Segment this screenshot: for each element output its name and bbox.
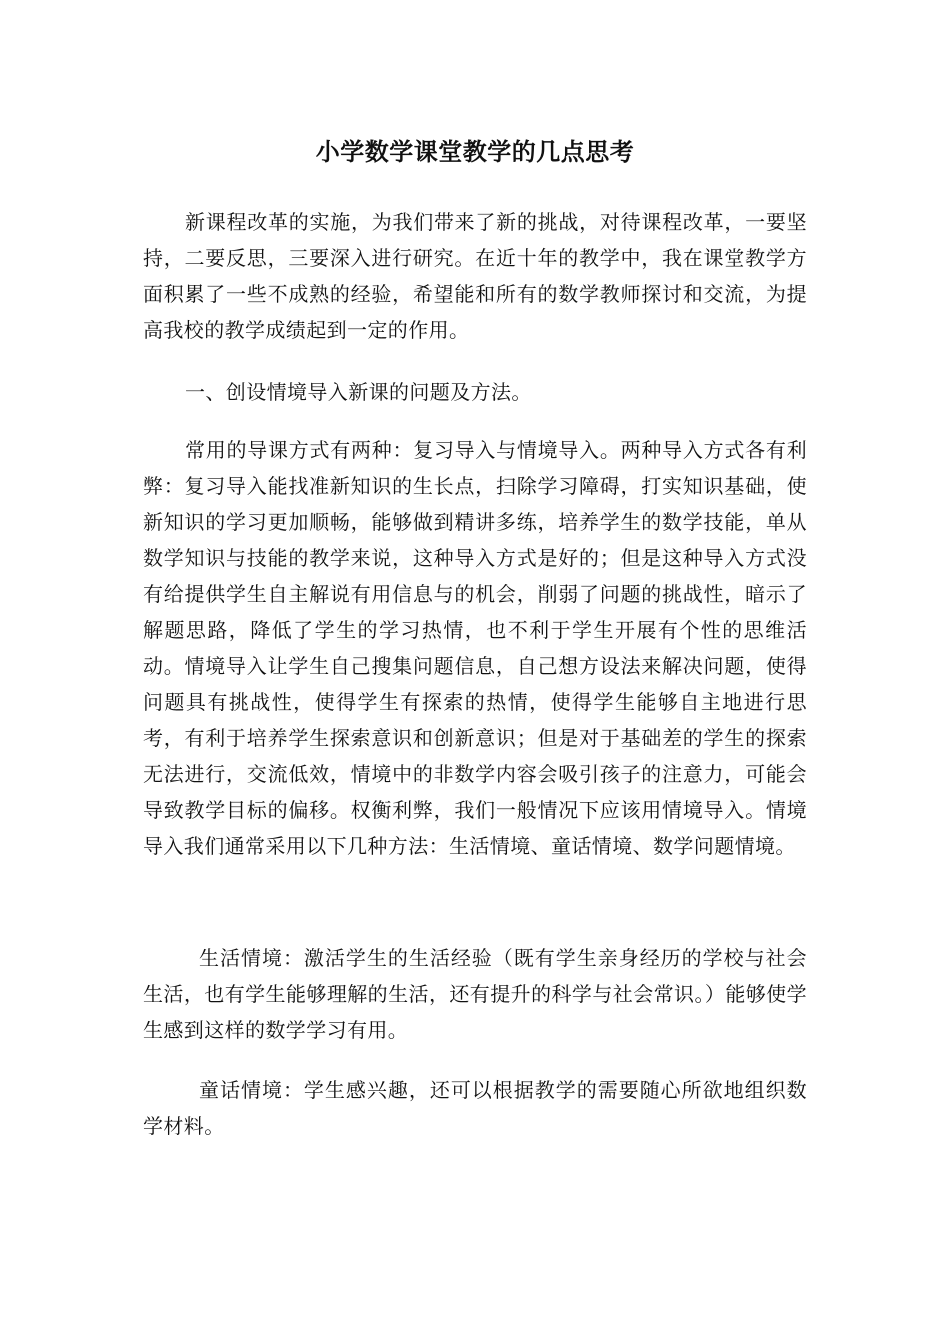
section-heading-1: 一、创设情境导入新课的问题及方法。	[185, 380, 532, 404]
paragraph-fairy-tale-situation: 童话情境：学生感兴趣，还可以根据教学的需要随心所欲地组织数学材料。	[143, 1078, 807, 1138]
document-title: 小学数学课堂教学的几点思考	[315, 137, 635, 166]
paragraph-intro: 新课程改革的实施，为我们带来了新的挑战，对待课程改革，一要坚持，二要反思，三要深入进行研究。在近十年的教学中，我在课堂教学方面积累了一些不成熟的经验，希望能和所有的数学教师探讨和交流，为提高我校的教学成绩起到一定的作用。	[143, 210, 807, 342]
paragraph-intro-methods: 常用的导课方式有两种：复习导入与情境导入。两种导入方式各有利弊：复习导入能找准新知识的生长点，扫除学习障碍，打实知识基础，使新知识的学习更加顺畅，能够做到精讲多练，培养学生的数学技能，单从数学知识与技能的教学来说，这种导入方式是好的；但是这种导入方式没有给提供学生自主解说有用信息与的机会，削弱了问题的挑战性，暗示了解题思路，降低了学生的学习热情，也不利于学生开展有个性的思维活动。情境导入让学生自己搜集问题信息，自己想方设法来解决问题，使得问题具有挑战性，使得学生有探索的热情，使得学生能够自主地进行思考，有利于培养学生探索意识和创新意识；但是对于基础差的学生的探索无法进行，交流低效，情境中的非数学内容会吸引孩子的注意力，可能会导致教学目标的偏移。权衡利弊，我们一般情况下应该用情境导入。情境导入我们通常采用以下几种方法：生活情境、童话情境、数学问题情境。	[143, 438, 807, 858]
paragraph-life-situation: 生活情境：激活学生的生活经验（既有学生亲身经历的学校与社会生活，也有学生能够理解的生活，还有提升的科学与社会常识。）能够使学生感到这样的数学学习有用。	[143, 946, 807, 1042]
